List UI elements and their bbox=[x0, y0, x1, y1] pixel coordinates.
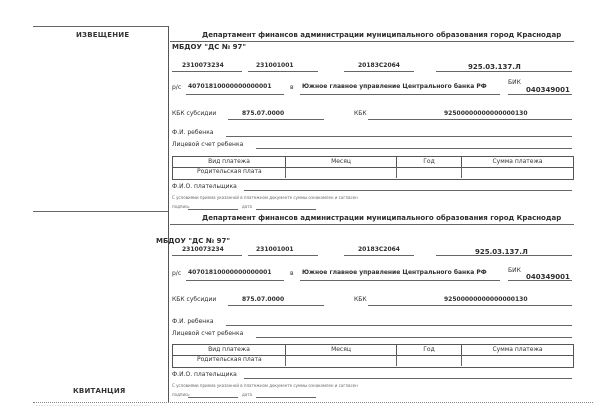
account-number: 40701810000000000001 bbox=[188, 269, 272, 276]
date-label: дата bbox=[242, 204, 252, 209]
date-line bbox=[256, 209, 316, 210]
account-number: 40701810000000000001 bbox=[188, 83, 272, 90]
bik-value: 040349001 bbox=[526, 86, 570, 94]
table-header: Сумма платежа bbox=[462, 157, 573, 168]
divider bbox=[170, 224, 574, 225]
signature-label: подпись bbox=[172, 392, 190, 397]
payment-table bbox=[172, 344, 574, 368]
field-underline bbox=[344, 255, 414, 256]
divider bbox=[170, 41, 574, 42]
field-underline bbox=[368, 305, 572, 306]
table-header: Сумма платежа bbox=[462, 345, 573, 356]
field-underline bbox=[344, 71, 414, 72]
bank-name: Южное главное управление Центрального банка РФ bbox=[302, 83, 487, 90]
receipt-label: КВИТАНЦИЯ bbox=[73, 387, 126, 395]
field-underline bbox=[256, 148, 572, 149]
date-label: дата bbox=[242, 392, 252, 397]
table-divider bbox=[396, 355, 397, 366]
field-underline bbox=[226, 136, 572, 137]
table-header: Год bbox=[397, 345, 462, 356]
field-underline bbox=[368, 119, 572, 120]
kbk-label: КБК bbox=[354, 296, 367, 303]
bik-value: 040349001 bbox=[526, 273, 570, 281]
table-divider bbox=[285, 355, 286, 366]
in-word: в bbox=[290, 84, 294, 91]
child-name-label: Ф.И. ребенка bbox=[172, 318, 214, 325]
date-line bbox=[256, 397, 316, 398]
kbk-value: 92500000000000000130 bbox=[444, 296, 528, 303]
field-underline bbox=[256, 337, 572, 338]
bik-label: БИК bbox=[508, 79, 521, 86]
cut-line-text: - - - - - - - - - - - - - - - - - - - - - - - - - - - - - - - - - - - - - - - - - - bbox=[36, 403, 149, 408]
field-underline bbox=[436, 255, 572, 256]
notice-label: ИЗВЕЩЕНИЕ bbox=[76, 31, 130, 39]
table-divider bbox=[461, 167, 462, 178]
code-value: 925.03.137.Л bbox=[475, 248, 528, 256]
account-label: р/с bbox=[172, 84, 182, 91]
organization-name: МБДОУ "ДС № 97" bbox=[172, 43, 247, 51]
consent-text: С условиями приема указанной в платежном документе суммы ознакомлен и согласен bbox=[172, 383, 358, 388]
table-row-payment-type: Родительская плата bbox=[197, 168, 262, 175]
kpp-value: 231001001 bbox=[256, 62, 294, 69]
oktmo-value: 875.07.0000 bbox=[242, 110, 285, 117]
oktmo-value: 875.07.0000 bbox=[242, 296, 285, 303]
table-header: Месяц bbox=[286, 345, 397, 356]
bik-label: БИК bbox=[508, 267, 521, 274]
recipient-header: Департамент финансов администрации муниципального образования город Краснодар bbox=[202, 214, 562, 222]
field-underline bbox=[228, 305, 324, 306]
organization-name: МБДОУ "ДС № 97" bbox=[156, 237, 231, 245]
consent-text: С условиями приема указанной в платежном документе суммы ознакомлен и согласен bbox=[172, 195, 358, 200]
table-header: Месяц bbox=[286, 157, 397, 168]
field-underline bbox=[186, 280, 284, 281]
kpp-value: 231001001 bbox=[256, 246, 294, 253]
account-field-value: 20183С2064 bbox=[358, 62, 400, 69]
account-field-value: 20183С2064 bbox=[358, 246, 400, 253]
notice-form bbox=[168, 26, 578, 216]
field-underline bbox=[244, 378, 572, 379]
field-underline bbox=[244, 190, 572, 191]
field-underline bbox=[300, 94, 500, 95]
table-row-payment-type: Родительская плата bbox=[197, 356, 262, 363]
field-underline bbox=[248, 255, 318, 256]
stub-column bbox=[33, 26, 169, 403]
receipt-form bbox=[156, 212, 578, 402]
table-divider bbox=[285, 167, 286, 178]
signature-line bbox=[188, 209, 238, 210]
kbk-subsidy-label: КБК субсидии bbox=[172, 110, 217, 117]
signature-label: подпись bbox=[172, 204, 190, 209]
field-underline bbox=[172, 255, 242, 256]
field-underline bbox=[228, 119, 324, 120]
field-underline bbox=[436, 71, 572, 72]
code-value: 925.03.137.Л bbox=[468, 63, 521, 71]
kbk-subsidy-label: КБК субсидии bbox=[172, 296, 217, 303]
payment-table bbox=[172, 156, 574, 180]
kbk-value: 92500000000000000130 bbox=[444, 110, 528, 117]
field-underline bbox=[186, 94, 284, 95]
child-account-label: Лицевой счет ребенка bbox=[172, 330, 244, 337]
stub-divider bbox=[33, 211, 168, 212]
payer-label: Ф.И.О. плательщика bbox=[172, 371, 237, 378]
field-underline bbox=[508, 280, 572, 281]
child-account-label: Лицевой счет ребенка bbox=[172, 141, 244, 148]
table-header: Год bbox=[397, 157, 462, 168]
table-header: Вид платежа bbox=[173, 345, 286, 356]
kbk-label: КБК bbox=[354, 110, 367, 117]
field-underline bbox=[226, 325, 572, 326]
field-underline bbox=[508, 94, 572, 95]
field-underline bbox=[172, 71, 242, 72]
in-word: в bbox=[290, 270, 294, 277]
bank-name: Южное главное управление Центрального банка РФ bbox=[302, 269, 487, 276]
field-underline bbox=[248, 71, 318, 72]
table-header: Вид платежа bbox=[173, 157, 286, 168]
field-underline bbox=[300, 280, 500, 281]
inn-value: 2310073234 bbox=[182, 62, 224, 69]
recipient-header: Департамент финансов администрации муниципального образования город Краснодар bbox=[202, 31, 562, 39]
table-divider bbox=[396, 167, 397, 178]
signature-line bbox=[188, 397, 238, 398]
inn-value: 2310073234 bbox=[182, 246, 224, 253]
child-name-label: Ф.И. ребенка bbox=[172, 129, 214, 136]
table-divider bbox=[461, 355, 462, 366]
payer-label: Ф.И.О. плательщика bbox=[172, 183, 237, 190]
account-label: р/с bbox=[172, 270, 182, 277]
